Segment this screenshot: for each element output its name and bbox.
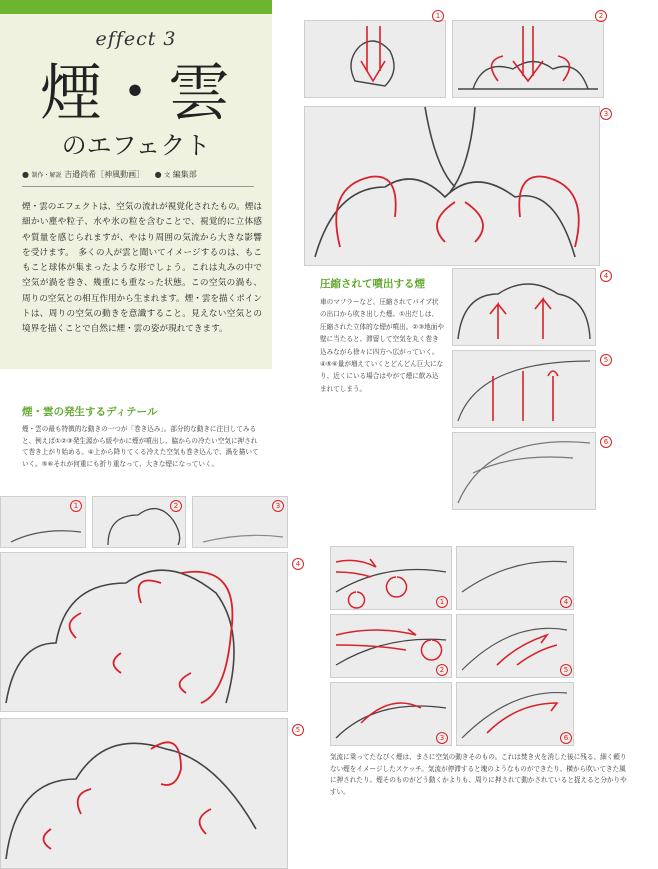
sketch-trail-2 — [330, 614, 452, 678]
credits: ● 制作・解説 吉邉尚希［神風動画］ ● 文 編集部 — [22, 170, 197, 179]
credit-name-2: 編集部 — [172, 170, 197, 179]
num-d2: 2 — [170, 500, 182, 512]
num-t4: 4 — [560, 596, 572, 608]
credit-name-1: 吉邉尚希［神風動画］ — [64, 170, 145, 179]
sketch-detail-4 — [0, 552, 288, 712]
sketch-trail-1 — [330, 546, 452, 610]
sketch-jet-2 — [452, 20, 604, 98]
sketch-trail-4 — [456, 546, 574, 610]
sketch-jet-4 — [452, 268, 596, 346]
detail-heading: 煙・雲の発生するディテール — [22, 406, 158, 418]
divider — [22, 186, 254, 187]
num-d1: 1 — [70, 500, 82, 512]
sketch-jet-5 — [452, 350, 596, 428]
sketch-detail-5 — [0, 718, 288, 869]
trail-body: 気流に乗ってたなびく煙は、まさに空気の動きそのもの。これは焚き火を消した後に残る、細く頼りない煙をイメージしたスケッチ。気流が停滞すると塊のようなものができたり、横から吹いてきた風に押されたり。煙そのものがどう動くかよりも、周りに押されて動かされていると捉えると分かりやすい。 — [330, 753, 627, 796]
sketch-jet-1 — [304, 20, 446, 98]
sketch-trail-5 — [456, 614, 574, 678]
num-4: 4 — [600, 270, 612, 282]
num-d5: 5 — [292, 724, 304, 736]
sketch-jet-6 — [452, 432, 596, 510]
intro-text: 煙・雲のエフェクトは、空気の流れが視覚化されたもの。煙は細かい塵や粒子、水や氷の粒を含むことで、視覚的に立体感や質量を感じられますが、やはり周囲の気流から大きな影響を受けます。 多くの人が雲と聞いてイメージするのは、もこもこと球体が集まったような形でしょう。これは丸みの中で空気が渦を巻き、幾重にも重なった状態。この空気の渦も、周りの空気との相互作用から生まれます。煙・雲を描くポイントは、周りの空気の動きを意識すること。見えない空気との境界を描くことで自然に煙・雲の姿が現れてきます。 — [22, 202, 262, 335]
page-title: 煙・雲 — [39, 56, 232, 129]
num-1: 1 — [432, 10, 444, 22]
num-t6: 6 — [560, 732, 572, 744]
num-6: 6 — [600, 436, 612, 448]
detail-body: 煙・雲の最も特徴的な動きの一つが「巻き込み」。部分的な動きに注目してみると、例えば①②③発生源から緩やかに煙が噴出し、脇からの冷たい空気に押されて巻き上がり始める。④上から降りてくる冷えた空気も巻き込んで、渦を描いていく。⑤⑥それが何重にも折り重なって、大きな煙になっていく。 — [22, 425, 259, 468]
num-d4: 4 — [292, 558, 304, 570]
num-t1: 1 — [436, 596, 448, 608]
credit-role-1: 制作・解説 — [31, 172, 62, 179]
sketch-trail-3 — [330, 682, 452, 746]
num-t2: 2 — [436, 664, 448, 676]
jet-heading: 圧縮されて噴出する煙 — [320, 278, 425, 290]
header-accent-bar — [0, 0, 272, 14]
num-3: 3 — [600, 108, 612, 120]
sketch-jet-3 — [304, 106, 600, 266]
sketch-trail-6 — [456, 682, 574, 746]
num-2: 2 — [595, 10, 607, 22]
effect-label: effect 3 — [95, 28, 177, 50]
num-t5: 5 — [560, 664, 572, 676]
num-t3: 3 — [436, 732, 448, 744]
credit-role-2: 文 — [164, 172, 171, 179]
num-5: 5 — [600, 354, 612, 366]
num-d3: 3 — [272, 500, 284, 512]
jet-body: 車のマフラーなど、圧縮されてパイプ状の出口から吹き出した煙。①出だしは、圧縮された立体的な煙が噴出。②③地面や壁に当たると、滞留して空気を丸く巻き込みながら徐々に四方へ広がっていく。④⑤⑥量が増えていくとどんどん巨大になり、近くにいる場合はやがて煙に飲み込まれてしまう。 — [320, 298, 444, 393]
page-subtitle: のエフェクト — [61, 131, 211, 160]
